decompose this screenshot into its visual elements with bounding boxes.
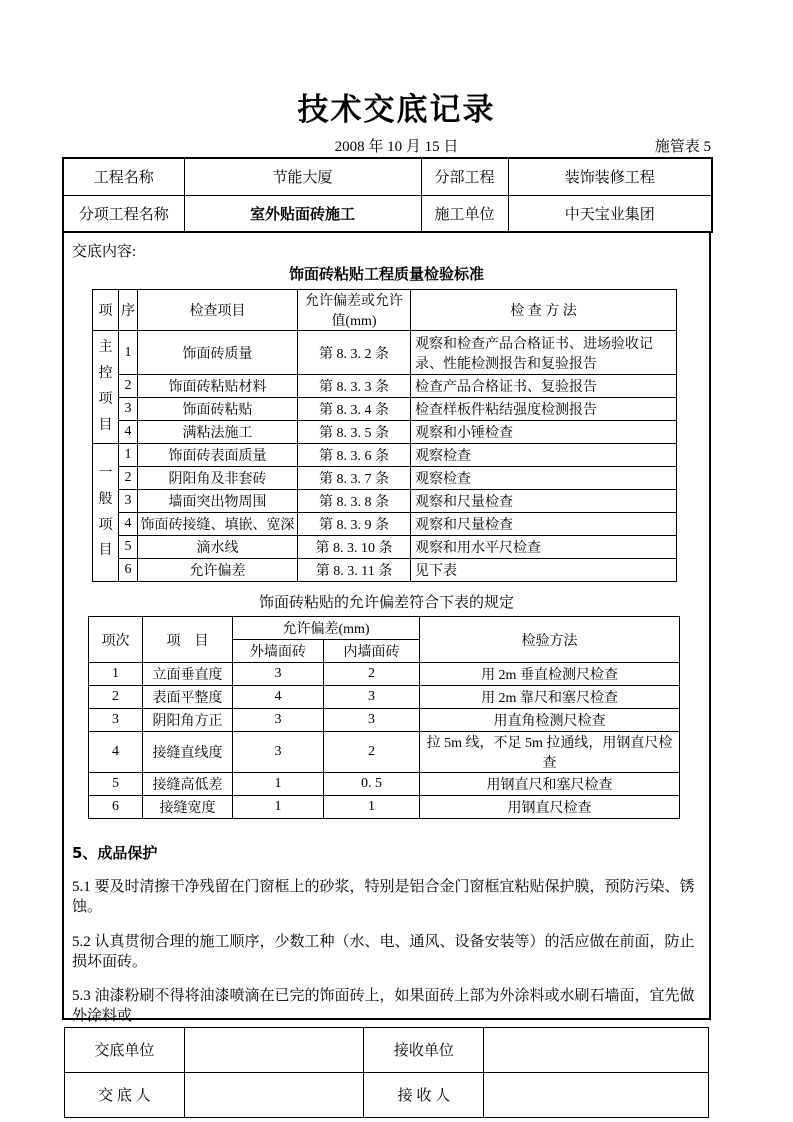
item-cell: 满粘法施工 bbox=[138, 421, 298, 444]
table-row bbox=[93, 444, 677, 467]
seq-cell: 3 bbox=[119, 490, 138, 513]
item-cell: 墙面突出物周围 bbox=[138, 490, 298, 513]
seq-cell: 2 bbox=[119, 375, 138, 398]
tolerance-cell: 第 8. 3. 4 条 bbox=[298, 398, 411, 421]
tolerance-cell: 第 8. 3. 3 条 bbox=[298, 375, 411, 398]
ext-cell: 1 bbox=[233, 773, 324, 796]
item-cell: 允许偏差 bbox=[138, 559, 298, 582]
method-cell: 用钢直尺检查 bbox=[420, 796, 680, 819]
method-cell: 检查产品合格证书、复验报告 bbox=[411, 375, 677, 398]
header-check-method: 检 查 方 法 bbox=[411, 290, 677, 331]
item-cell: 阴阳角及非套砖 bbox=[138, 467, 298, 490]
item-cell: 接缝宽度 bbox=[143, 796, 233, 819]
header-item-no: 项次 bbox=[89, 617, 143, 663]
item-cell: 滴水线 bbox=[138, 536, 298, 559]
item-cell: 接缝高低差 bbox=[143, 773, 233, 796]
seq-cell: 5 bbox=[119, 536, 138, 559]
num-cell: 5 bbox=[89, 773, 143, 796]
header-interior-tile: 内墙面砖 bbox=[324, 640, 420, 663]
table-row bbox=[63, 195, 712, 232]
tolerance-cell: 第 8. 3. 5 条 bbox=[298, 421, 411, 444]
project-info-table bbox=[62, 157, 713, 233]
table-row bbox=[89, 773, 680, 796]
table-row bbox=[63, 158, 712, 195]
num-cell: 3 bbox=[89, 709, 143, 732]
method-cell: 用直角检测尺检查 bbox=[420, 709, 680, 732]
ext-cell: 3 bbox=[233, 663, 324, 686]
item-cell: 饰面砖粘贴材料 bbox=[138, 375, 298, 398]
int-cell: 2 bbox=[324, 732, 420, 773]
construction-unit-label: 施工单位 bbox=[421, 195, 508, 232]
header-tolerance-span: 允许偏差(mm) bbox=[233, 617, 420, 640]
method-cell: 观察和检查产品合格证书、进场验收记录、性能检测报告和复验报告 bbox=[411, 331, 677, 375]
method-cell: 用钢直尺和塞尺检查 bbox=[420, 773, 680, 796]
method-cell: 观察和小锤检查 bbox=[411, 421, 677, 444]
table-row bbox=[93, 398, 677, 421]
table-row bbox=[89, 663, 680, 686]
date-row bbox=[0, 135, 793, 157]
tolerance-cell: 第 8. 3. 2 条 bbox=[298, 331, 411, 375]
construction-unit-value: 中天宝业集团 bbox=[508, 195, 712, 232]
subitem-name-value: 室外贴面砖施工 bbox=[184, 195, 421, 232]
num-cell: 2 bbox=[89, 686, 143, 709]
table-row bbox=[93, 331, 677, 375]
receiving-person-label: 接 收 人 bbox=[364, 1072, 484, 1117]
seq-cell: 4 bbox=[119, 421, 138, 444]
paragraph-5-1: 5.1 要及时清擦干净残留在门窗框上的砂浆，特别是铝合金门窗框宜粘贴保护膜，预防污染、锈蚀。 bbox=[72, 879, 695, 916]
int-cell: 3 bbox=[324, 709, 420, 732]
method-cell: 观察和尺量检查 bbox=[411, 490, 677, 513]
seq-cell: 2 bbox=[119, 467, 138, 490]
method-cell: 观察和用水平尺检查 bbox=[411, 536, 677, 559]
method-cell: 用 2m 垂直检测尺检查 bbox=[420, 663, 680, 686]
briefing-unit-value-cell bbox=[184, 1027, 364, 1072]
seq-cell: 1 bbox=[119, 331, 138, 375]
group-label-main-control: 主控项目 bbox=[93, 331, 119, 444]
int-cell: 0. 5 bbox=[324, 773, 420, 796]
table-row bbox=[89, 732, 680, 773]
ext-cell: 3 bbox=[233, 732, 324, 773]
page-title: 技术交底记录 bbox=[297, 92, 496, 128]
receiving-person-value-cell bbox=[484, 1072, 709, 1117]
ext-cell: 1 bbox=[233, 796, 324, 819]
item-cell: 表面平整度 bbox=[143, 686, 233, 709]
tolerance-table-caption: 饰面砖粘贴的允许偏差符合下表的规定 bbox=[258, 595, 514, 611]
table-row bbox=[89, 796, 680, 819]
table-header-row bbox=[93, 290, 677, 331]
item-cell: 饰面砖粘贴 bbox=[138, 398, 298, 421]
table-row bbox=[93, 513, 677, 536]
document-date: 2008 年 10 月 15 日 bbox=[334, 139, 459, 155]
project-name-label: 工程名称 bbox=[63, 158, 184, 195]
num-cell: 1 bbox=[89, 663, 143, 686]
table-row bbox=[93, 375, 677, 398]
header-tolerance: 允许偏差或允许值(mm) bbox=[298, 290, 411, 331]
item-cell: 接缝直线度 bbox=[143, 732, 233, 773]
ext-cell: 4 bbox=[233, 686, 324, 709]
item-cell: 立面垂直度 bbox=[143, 663, 233, 686]
num-cell: 6 bbox=[89, 796, 143, 819]
seq-cell: 3 bbox=[119, 398, 138, 421]
header-exterior-tile: 外墙面砖 bbox=[233, 640, 324, 663]
int-cell: 2 bbox=[324, 663, 420, 686]
header-seq: 序 bbox=[119, 290, 138, 331]
receiving-unit-value-cell bbox=[484, 1027, 709, 1072]
table-row bbox=[93, 536, 677, 559]
header-item: 项 目 bbox=[143, 617, 233, 663]
form-number: 施管表 5 bbox=[654, 139, 711, 155]
tolerance-cell: 第 8. 3. 8 条 bbox=[298, 490, 411, 513]
section-5-heading: 5、成品保护 bbox=[72, 844, 158, 862]
header-check-item: 检查项目 bbox=[138, 290, 298, 331]
item-cell: 饰面砖接缝、填嵌、宽深 bbox=[138, 513, 298, 536]
subitem-name-label: 分项工程名称 bbox=[63, 195, 184, 232]
tolerance-cell: 第 8. 3. 9 条 bbox=[298, 513, 411, 536]
briefing-person-label: 交 底 人 bbox=[65, 1072, 185, 1117]
item-cell: 阴阳角方正 bbox=[143, 709, 233, 732]
item-cell: 饰面砖质量 bbox=[138, 331, 298, 375]
ext-cell: 3 bbox=[233, 709, 324, 732]
seq-cell: 4 bbox=[119, 513, 138, 536]
briefing-content-box bbox=[62, 231, 711, 1104]
group-label-general: 一般项目 bbox=[93, 444, 119, 582]
signature-table bbox=[64, 1027, 709, 1118]
seq-cell: 6 bbox=[119, 559, 138, 582]
table-header-row bbox=[89, 617, 680, 640]
int-cell: 3 bbox=[324, 686, 420, 709]
int-cell: 1 bbox=[324, 796, 420, 819]
division-work-label: 分部工程 bbox=[421, 158, 508, 195]
num-cell: 4 bbox=[89, 732, 143, 773]
method-cell: 见下表 bbox=[411, 559, 677, 582]
tolerance-cell: 第 8. 3. 7 条 bbox=[298, 467, 411, 490]
project-name-value: 节能大厦 bbox=[184, 158, 421, 195]
tolerance-table bbox=[88, 616, 680, 819]
table-row bbox=[89, 686, 680, 709]
tolerance-cell: 第 8. 3. 10 条 bbox=[298, 536, 411, 559]
method-cell: 观察检查 bbox=[411, 444, 677, 467]
item-cell: 饰面砖表面质量 bbox=[138, 444, 298, 467]
tolerance-cell: 第 8. 3. 11 条 bbox=[298, 559, 411, 582]
inspection-standard-title: 饰面砖粘贴工程质量检验标准 bbox=[288, 265, 484, 283]
briefing-person-value-cell bbox=[184, 1072, 364, 1117]
paragraph-5-2: 5.2 认真贯彻合理的施工顺序，少数工种（水、电、通风、设备安装等）的活应做在前面，防止损坏面砖。 bbox=[72, 933, 695, 970]
method-cell: 拉 5m 线，不足 5m 拉通线，用钢直尺检查 bbox=[420, 732, 680, 773]
method-cell: 观察和尺量检查 bbox=[411, 513, 677, 536]
tolerance-cell: 第 8. 3. 6 条 bbox=[298, 444, 411, 467]
header-category: 项 bbox=[93, 290, 119, 331]
method-cell: 用 2m 靠尺和塞尺检查 bbox=[420, 686, 680, 709]
table-row bbox=[93, 559, 677, 582]
method-cell: 观察检查 bbox=[411, 467, 677, 490]
table-row bbox=[65, 1072, 709, 1117]
content-label: 交底内容: bbox=[72, 244, 137, 260]
receiving-unit-label: 接收单位 bbox=[364, 1027, 484, 1072]
table-row bbox=[65, 1027, 709, 1072]
inspection-standard-table bbox=[92, 289, 677, 582]
paragraph-5-3: 5.3 油漆粉刷不得将油漆喷滴在已完的饰面砖上，如果面砖上部为外涂料或水刷石墙面，宜先做外涂料或 bbox=[72, 988, 695, 1025]
briefing-unit-label: 交底单位 bbox=[65, 1027, 185, 1072]
header-inspect-method: 检验方法 bbox=[420, 617, 680, 663]
table-row bbox=[93, 467, 677, 490]
table-row bbox=[93, 421, 677, 444]
table-row bbox=[89, 709, 680, 732]
method-cell: 检查样板件粘结强度检测报告 bbox=[411, 398, 677, 421]
division-work-value: 装饰装修工程 bbox=[508, 158, 712, 195]
seq-cell: 1 bbox=[119, 444, 138, 467]
table-row bbox=[93, 490, 677, 513]
